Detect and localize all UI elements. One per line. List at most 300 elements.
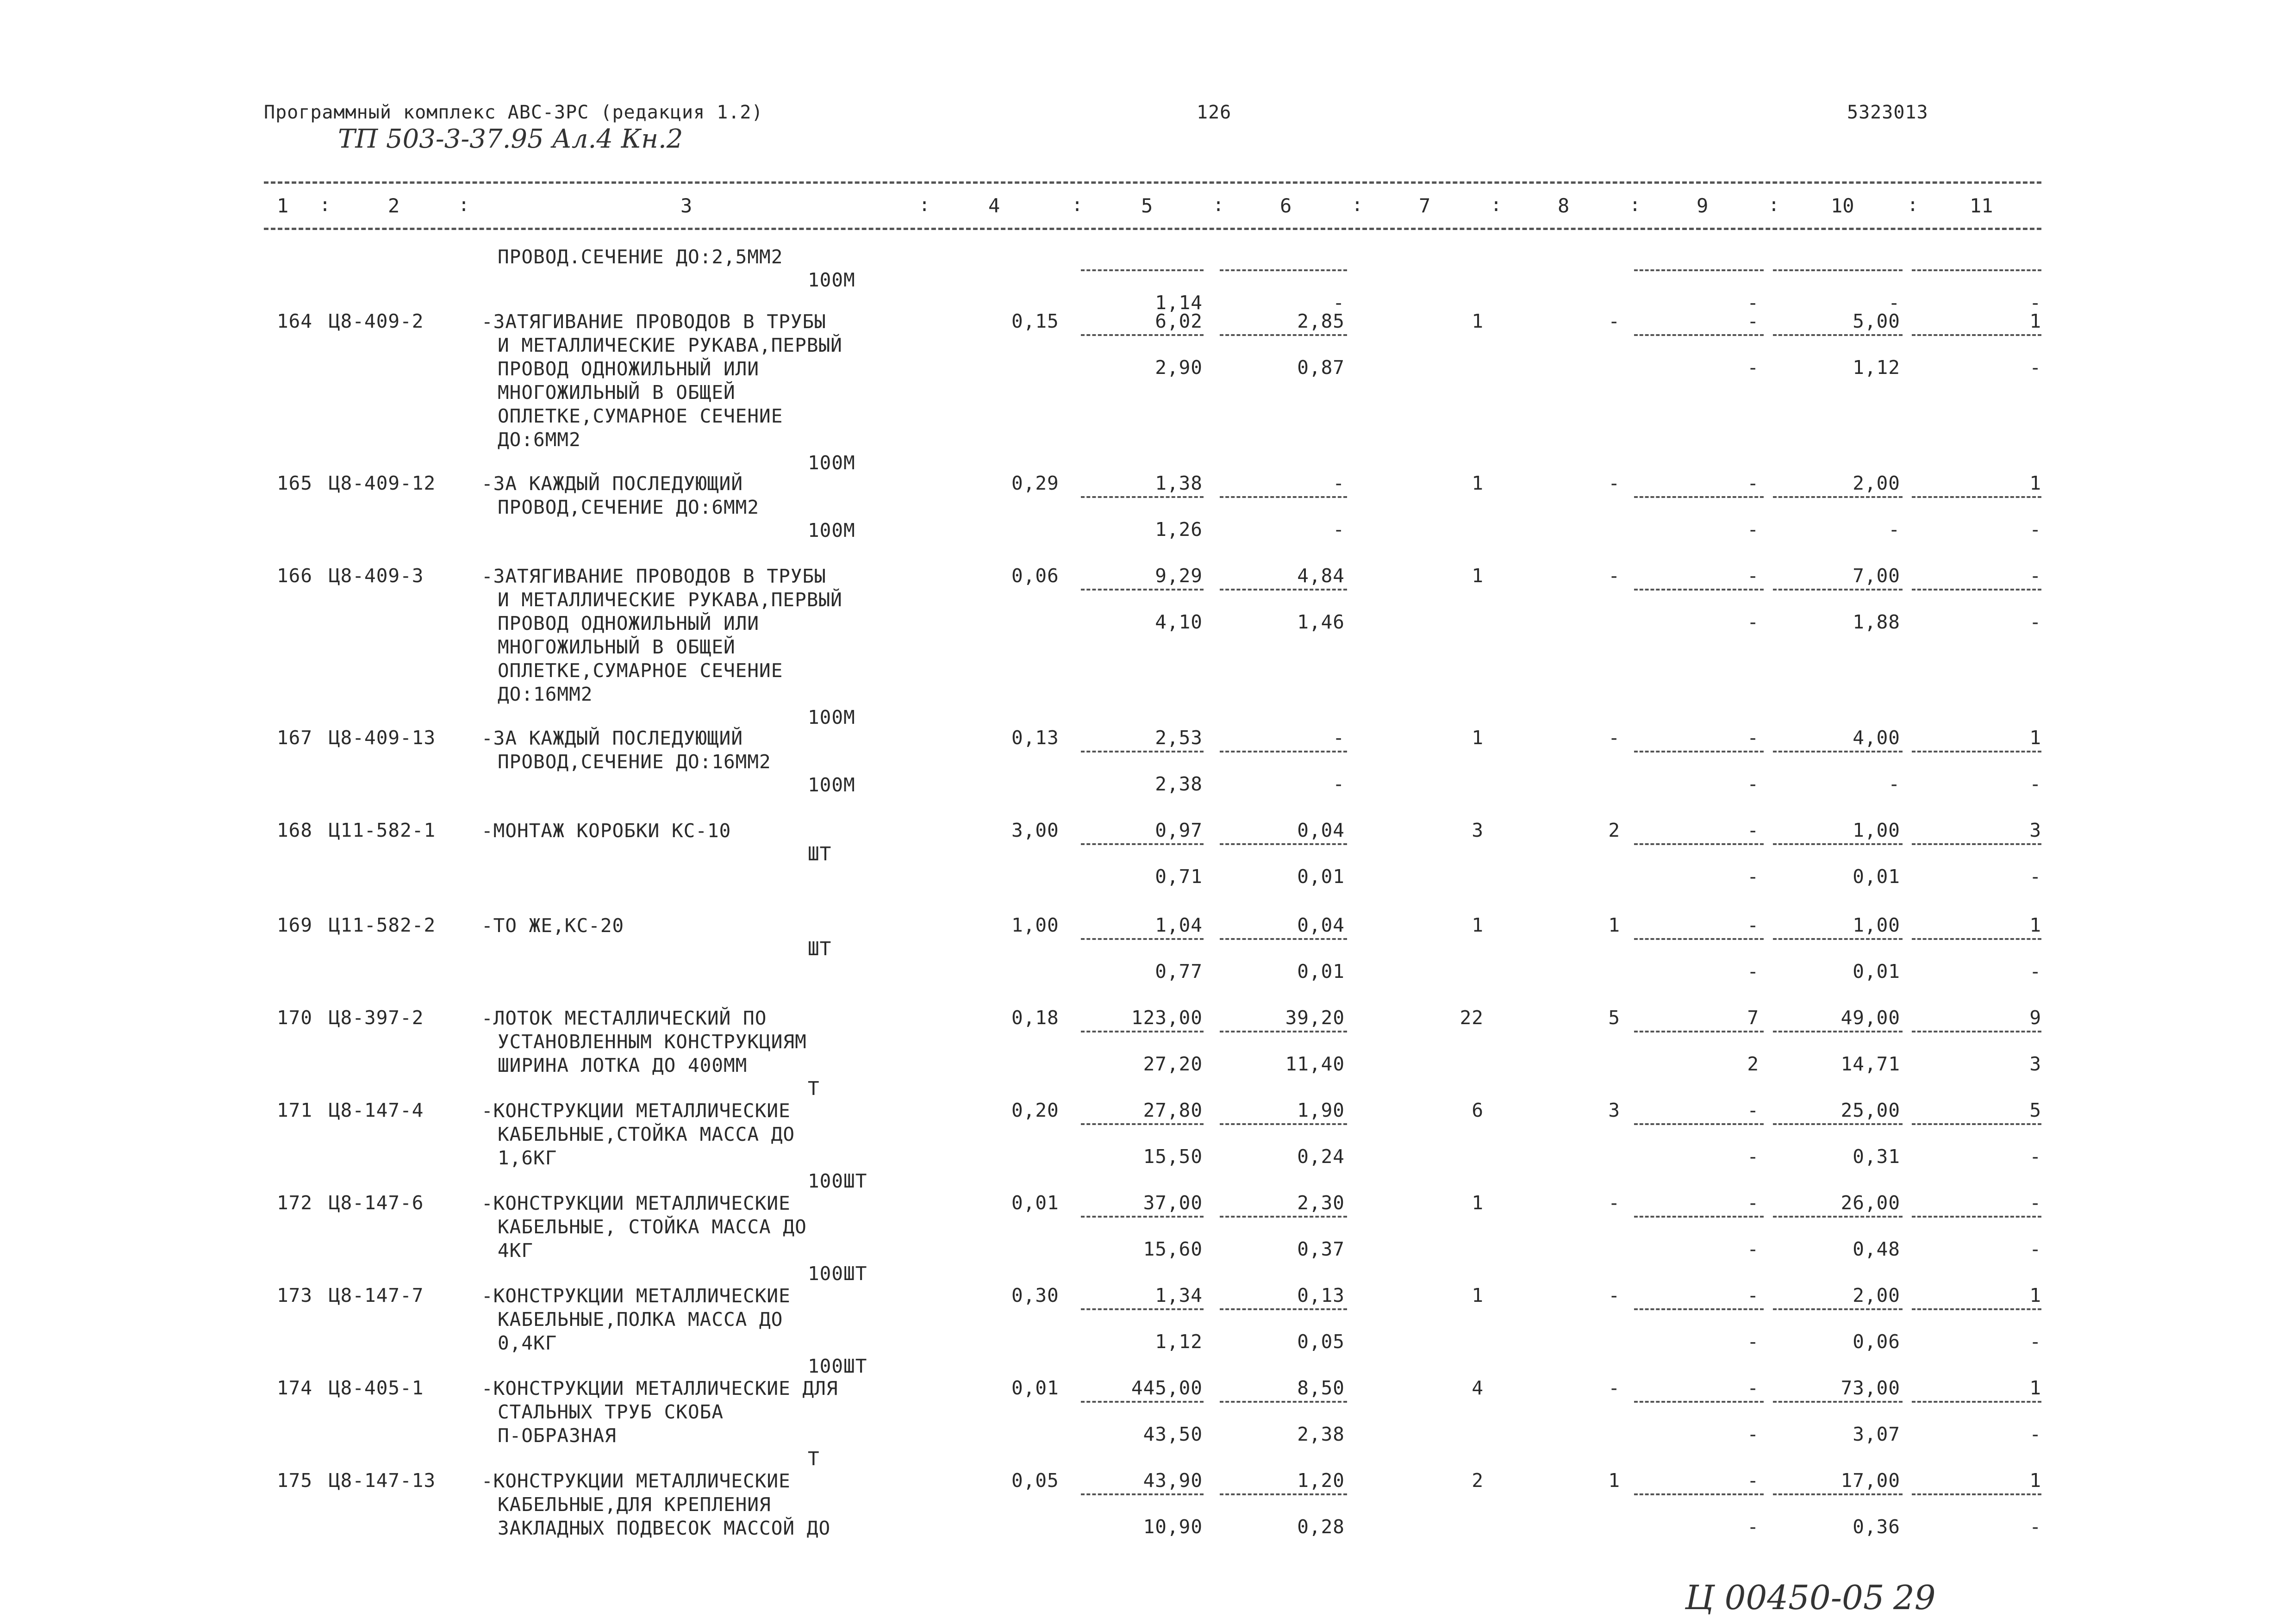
value-bottom: 0,01 <box>1853 960 1900 983</box>
value-bottom: 0,24 <box>1297 1145 1345 1168</box>
header-rule-top <box>264 181 2041 184</box>
description-line: МНОГОЖИЛЬНЫЙ В ОБЩЕЙ <box>498 636 736 658</box>
value-top: 3 <box>1472 819 1484 841</box>
work-description <box>481 1192 807 1262</box>
value-top: 1,00 <box>1853 914 1900 936</box>
value-bottom: - <box>1747 865 1759 888</box>
value-top: - <box>1747 819 1759 841</box>
unit-of-measure: ШТ <box>808 938 832 960</box>
column-header-10: 10 <box>1831 194 1854 217</box>
description-line: ШИРИНА ЛОТКА ДО 400ММ <box>498 1054 748 1076</box>
description-line: 0,4КГ <box>498 1332 557 1354</box>
value-bottom: 1,46 <box>1297 611 1345 633</box>
value-top: - <box>1747 1469 1759 1492</box>
column-separator: : <box>1352 194 1363 216</box>
fraction-line <box>1773 1216 1903 1218</box>
value-bottom: - <box>1747 773 1759 795</box>
description-line: ОПЛЕТКЕ,СУМАРНОЕ СЕЧЕНИЕ <box>498 659 783 682</box>
fraction-line <box>1912 334 2041 336</box>
column-header-1: 1 <box>277 194 289 217</box>
value-top: - <box>1608 1192 1620 1214</box>
work-description <box>481 1284 791 1355</box>
description-line: МНОГОЖИЛЬНЫЙ В ОБЩЕЙ <box>498 381 736 404</box>
fraction-line <box>1220 334 1347 336</box>
column-separator: : <box>458 194 470 216</box>
description-line: -ТО ЖЕ,КС-20 <box>481 914 624 937</box>
value-top: 1 <box>2029 914 2041 936</box>
resource-code: Ц8-147-13 <box>329 1469 436 1492</box>
quantity: 0,18 <box>1011 1007 1059 1029</box>
fraction-line <box>1081 269 1204 271</box>
value-bottom: 2,38 <box>1297 1423 1345 1445</box>
unit-of-measure: 100М <box>808 774 855 796</box>
value-top: 3 <box>1608 1099 1620 1121</box>
fraction-line <box>1220 589 1347 591</box>
work-description <box>481 310 842 452</box>
description-line: П-ОБРАЗНАЯ <box>498 1424 617 1447</box>
description-line: КАБЕЛЬНЫЕ,ПОЛКА МАССА ДО <box>498 1308 783 1331</box>
value-bottom: - <box>1747 292 1759 314</box>
unit-of-measure: 100ШТ <box>808 1262 867 1285</box>
column-header-11: 11 <box>1970 194 1993 217</box>
fraction-line <box>1081 1031 1204 1032</box>
value-bottom: 2,38 <box>1155 773 1203 795</box>
value-bottom: 15,50 <box>1143 1145 1203 1168</box>
value-top: 1 <box>1472 1192 1484 1214</box>
fraction-line <box>1912 1401 2041 1403</box>
unit-of-measure: ШТ <box>808 843 832 865</box>
value-bottom: - <box>2029 1145 2041 1168</box>
fraction-line <box>1220 938 1347 940</box>
handwritten-sheet-number: 29 <box>1893 1578 1936 1617</box>
value-bottom: 0,01 <box>1297 960 1345 983</box>
value-top: 8,50 <box>1297 1377 1345 1399</box>
work-description <box>481 1377 838 1448</box>
value-top: 1 <box>1472 727 1484 749</box>
value-top: 9 <box>2029 1007 2041 1029</box>
fraction-line <box>1912 1123 2041 1125</box>
fraction-line <box>1634 1031 1764 1032</box>
fraction-line <box>1081 1216 1204 1218</box>
resource-code: Ц8-409-13 <box>329 727 436 749</box>
value-top: - <box>1608 1284 1620 1306</box>
work-description <box>481 914 624 938</box>
value-top: 1,00 <box>1853 819 1900 841</box>
fraction-line <box>1634 589 1764 591</box>
resource-code: Ц8-147-6 <box>329 1192 424 1214</box>
value-bottom: 0,01 <box>1297 865 1345 888</box>
unit-of-measure: 100М <box>808 706 855 728</box>
row-number: 170 <box>277 1007 313 1029</box>
value-top: 0,97 <box>1155 819 1203 841</box>
resource-code: Ц11-582-2 <box>329 914 436 936</box>
unit-of-measure: 100ШТ <box>808 1170 867 1192</box>
value-bottom: - <box>2029 356 2041 379</box>
column-separator: : <box>1491 194 1502 216</box>
page-number: 126 <box>1197 102 1232 123</box>
description-line: ДО:6ММ2 <box>498 429 581 451</box>
value-top: - <box>1747 1099 1759 1121</box>
work-description <box>481 565 842 706</box>
value-bottom: - <box>1747 1423 1759 1445</box>
value-top: 9,29 <box>1155 565 1203 587</box>
value-bottom: - <box>2029 1238 2041 1260</box>
description-line: УСТАНОВЛЕННЫМ КОНСТРУКЦИЯМ <box>498 1031 807 1053</box>
fraction-line <box>1634 496 1764 498</box>
quantity: 3,00 <box>1011 819 1059 841</box>
value-bottom: - <box>1747 1331 1759 1353</box>
fraction-line <box>1081 496 1204 498</box>
value-top: 1,34 <box>1155 1284 1203 1306</box>
description-line: СТАЛЬНЫХ ТРУБ СКОБА <box>498 1401 724 1423</box>
row-number: 165 <box>277 472 313 494</box>
value-top: 43,90 <box>1143 1469 1203 1492</box>
value-top: - <box>1608 1377 1620 1399</box>
value-top: 4 <box>1472 1377 1484 1399</box>
description-line: ПРОВОД ОДНОЖИЛЬНЫЙ ИЛИ <box>498 358 760 380</box>
fraction-line <box>1773 1308 1903 1310</box>
value-bottom: - <box>1747 356 1759 379</box>
description-line: ПРОВОД.СЕЧЕНИЕ ДО:2,5ММ2 <box>498 246 783 268</box>
fraction-line <box>1634 334 1764 336</box>
value-bottom: - <box>1333 518 1345 541</box>
value-top: 1 <box>2029 472 2041 494</box>
value-top: - <box>1747 565 1759 587</box>
fraction-line <box>1773 269 1903 271</box>
work-description <box>481 1469 830 1540</box>
fraction-line <box>1912 1308 2041 1310</box>
value-bottom: 0,36 <box>1853 1516 1900 1538</box>
description-line: ОПЛЕТКЕ,СУМАРНОЕ СЕЧЕНИЕ <box>498 405 783 427</box>
fraction-line <box>1912 1216 2041 1218</box>
work-description <box>481 819 731 843</box>
value-top: 22 <box>1460 1007 1484 1029</box>
value-bottom: 11,40 <box>1285 1053 1345 1075</box>
value-bottom: 27,20 <box>1143 1053 1203 1075</box>
fraction-line <box>1634 1493 1764 1495</box>
fraction-line <box>1220 843 1347 845</box>
value-top: - <box>2029 1192 2041 1214</box>
value-top: 4,84 <box>1297 565 1345 587</box>
value-top: 27,80 <box>1143 1099 1203 1121</box>
description-line: 4КГ <box>498 1239 534 1262</box>
resource-code: Ц8-409-12 <box>329 472 436 494</box>
value-bottom: 0,28 <box>1297 1516 1345 1538</box>
fraction-line <box>1081 1493 1204 1495</box>
value-bottom: - <box>2029 611 2041 633</box>
column-header-6: 6 <box>1280 194 1292 217</box>
value-top: 1 <box>2029 1469 2041 1492</box>
fraction-line <box>1773 496 1903 498</box>
fraction-line <box>1634 1216 1764 1218</box>
value-bottom: - <box>2029 1423 2041 1445</box>
description-line: КАБЕЛЬНЫЕ,СТОЙКА МАССА ДО <box>498 1123 795 1145</box>
column-header-7: 7 <box>1419 194 1431 217</box>
value-bottom: - <box>2029 960 2041 983</box>
value-bottom: 15,60 <box>1143 1238 1203 1260</box>
value-top: - <box>1608 310 1620 332</box>
handwritten-code: Ц 00450-05 <box>1685 1578 1884 1617</box>
value-top: 39,20 <box>1285 1007 1345 1029</box>
resource-code: Ц8-409-3 <box>329 565 424 587</box>
column-separator: : <box>1768 194 1780 216</box>
value-bottom: - <box>1747 518 1759 541</box>
value-bottom: - <box>2029 518 2041 541</box>
description-line: ДО:16ММ2 <box>498 683 593 705</box>
handwritten-project-ref: ТП 503-3-37.95 Ал.4 Кн.2 <box>338 124 683 154</box>
value-top: 4,00 <box>1853 727 1900 749</box>
resource-code: Ц11-582-1 <box>329 819 436 841</box>
fraction-line <box>1634 1308 1764 1310</box>
value-top: 2,53 <box>1155 727 1203 749</box>
value-bottom: - <box>2029 1331 2041 1353</box>
row-number: 166 <box>277 565 313 587</box>
row-number: 168 <box>277 819 313 841</box>
value-top: 73,00 <box>1841 1377 1900 1399</box>
value-bottom: 1,12 <box>1155 1331 1203 1353</box>
value-top: 25,00 <box>1841 1099 1900 1121</box>
value-top: 2 <box>1472 1469 1484 1492</box>
value-bottom: - <box>1747 1145 1759 1168</box>
fraction-line <box>1912 496 2041 498</box>
value-bottom: - <box>2029 1516 2041 1538</box>
quantity: 0,06 <box>1011 565 1059 587</box>
fraction-line <box>1081 751 1204 752</box>
row-number: 173 <box>277 1284 313 1306</box>
value-top: 0,13 <box>1297 1284 1345 1306</box>
fraction-line <box>1773 1031 1903 1032</box>
quantity: 0,13 <box>1011 727 1059 749</box>
value-top: 1 <box>2029 310 2041 332</box>
quantity: 0,30 <box>1011 1284 1059 1306</box>
description-line: ЗАКЛАДНЫХ ПОДВЕСОК МАССОЙ ДО <box>498 1517 831 1539</box>
value-top: - <box>1747 914 1759 936</box>
column-header-8: 8 <box>1558 194 1570 217</box>
value-top: 0,04 <box>1297 914 1345 936</box>
value-bottom: 0,71 <box>1155 865 1203 888</box>
value-top: 1 <box>1472 1284 1484 1306</box>
value-bottom: - <box>1888 292 1900 314</box>
value-bottom: 2 <box>1747 1053 1759 1075</box>
value-bottom: - <box>1747 611 1759 633</box>
value-bottom: 3 <box>2029 1053 2041 1075</box>
value-top: - <box>1747 472 1759 494</box>
unit-of-measure: 100ШТ <box>808 1355 867 1377</box>
value-bottom: - <box>1333 292 1345 314</box>
fraction-line <box>1773 589 1903 591</box>
description-line: -ЗАТЯГИВАНИЕ ПРОВОДОВ В ТРУБЫ <box>481 565 826 587</box>
value-bottom: 0,77 <box>1155 960 1203 983</box>
value-top: 1 <box>1472 310 1484 332</box>
value-top: 17,00 <box>1841 1469 1900 1492</box>
fraction-line <box>1634 751 1764 752</box>
value-bottom: 0,01 <box>1853 865 1900 888</box>
description-line: -ЛОТОК МЕСТАЛЛИЧЕСКИЙ ПО <box>481 1007 767 1029</box>
fraction-line <box>1773 1493 1903 1495</box>
value-bottom: 1,12 <box>1853 356 1900 379</box>
unit-of-measure: Т <box>808 1077 820 1100</box>
value-top: 1,20 <box>1297 1469 1345 1492</box>
row-number: 171 <box>277 1099 313 1121</box>
fraction-line <box>1081 334 1204 336</box>
quantity: 0,05 <box>1011 1469 1059 1492</box>
resource-code: Ц8-147-4 <box>329 1099 424 1121</box>
column-separator: : <box>1907 194 1919 216</box>
value-bottom: 0,37 <box>1297 1238 1345 1260</box>
fraction-line <box>1220 1493 1347 1495</box>
value-top: 1 <box>2029 1284 2041 1306</box>
fraction-line <box>1220 1031 1347 1032</box>
value-top: - <box>1608 727 1620 749</box>
fraction-line <box>1220 1401 1347 1403</box>
fraction-line <box>1634 1401 1764 1403</box>
fraction-line <box>1220 269 1347 271</box>
value-bottom: - <box>1333 773 1345 795</box>
value-bottom: 3,07 <box>1853 1423 1900 1445</box>
value-bottom: 43,50 <box>1143 1423 1203 1445</box>
value-top: 2,85 <box>1297 310 1345 332</box>
fraction-line <box>1220 1216 1347 1218</box>
fraction-line <box>1773 1401 1903 1403</box>
description-line: -КОНСТРУКЦИИ МЕТАЛЛИЧЕСКИЕ <box>481 1285 791 1307</box>
value-bottom: 2,90 <box>1155 356 1203 379</box>
work-description <box>481 1007 807 1077</box>
fraction-line <box>1081 843 1204 845</box>
description-line: -КОНСТРУКЦИИ МЕТАЛЛИЧЕСКИЕ <box>481 1192 791 1214</box>
description-line: -ЗА КАЖДЫЙ ПОСЛЕДУЮЩИЙ <box>481 473 743 495</box>
value-bottom: - <box>2029 773 2041 795</box>
column-separator: : <box>1213 194 1224 216</box>
description-line: КАБЕЛЬНЫЕ, СТОЙКА МАССА ДО <box>498 1216 807 1238</box>
value-top: 1 <box>1472 472 1484 494</box>
value-bottom: 0,87 <box>1297 356 1345 379</box>
fraction-line <box>1773 334 1903 336</box>
description-line: ПРОВОД ОДНОЖИЛЬНЫЙ ИЛИ <box>498 612 760 634</box>
fraction-line <box>1220 751 1347 752</box>
work-description <box>481 727 771 774</box>
fraction-line <box>1220 1308 1347 1310</box>
value-top: 5 <box>1608 1007 1620 1029</box>
value-bottom: - <box>2029 865 2041 888</box>
value-top: - <box>1747 727 1759 749</box>
value-top: - <box>1747 1377 1759 1399</box>
column-separator: : <box>1072 194 1083 216</box>
value-top: - <box>1608 472 1620 494</box>
description-line: КАБЕЛЬНЫЕ,ДЛЯ КРЕПЛЕНИЯ <box>498 1493 771 1516</box>
value-bottom: - <box>1747 960 1759 983</box>
value-top: 1 <box>1608 1469 1620 1492</box>
value-top: 6,02 <box>1155 310 1203 332</box>
fraction-line <box>1773 843 1903 845</box>
value-top: 37,00 <box>1143 1192 1203 1214</box>
resource-code: Ц8-147-7 <box>329 1284 424 1306</box>
quantity: 0,15 <box>1011 310 1059 332</box>
value-top: 49,00 <box>1841 1007 1900 1029</box>
value-top: 7 <box>1747 1007 1759 1029</box>
value-bottom: 10,90 <box>1143 1516 1203 1538</box>
fraction-line <box>1912 938 2041 940</box>
value-bottom: - <box>1747 1516 1759 1538</box>
value-top: 123,00 <box>1131 1007 1203 1029</box>
value-top: 1,38 <box>1155 472 1203 494</box>
description-line: И МЕТАЛЛИЧЕСКИЕ РУКАВА,ПЕРВЫЙ <box>498 589 842 611</box>
work-description <box>481 472 759 519</box>
value-bottom: 0,05 <box>1297 1331 1345 1353</box>
row-number: 164 <box>277 310 313 332</box>
quantity: 0,20 <box>1011 1099 1059 1121</box>
value-top: 2,00 <box>1853 1284 1900 1306</box>
fraction-line <box>1634 269 1764 271</box>
value-top: - <box>1608 565 1620 587</box>
row-number: 167 <box>277 727 313 749</box>
column-separator: : <box>319 194 331 216</box>
unit-of-measure: 100М <box>808 452 855 474</box>
value-top: - <box>1333 472 1345 494</box>
fraction-line <box>1220 496 1347 498</box>
row-number: 172 <box>277 1192 313 1214</box>
fraction-line <box>1634 1123 1764 1125</box>
work-description <box>498 245 783 269</box>
value-top: - <box>1333 727 1345 749</box>
quantity: 0,01 <box>1011 1192 1059 1214</box>
row-number: 169 <box>277 914 313 936</box>
value-bottom: - <box>1888 518 1900 541</box>
fraction-line <box>1912 269 2041 271</box>
value-top: 5,00 <box>1853 310 1900 332</box>
column-header-4: 4 <box>988 194 1000 217</box>
description-line: -КОНСТРУКЦИИ МЕТАЛЛИЧЕСКИЕ ДЛЯ <box>481 1377 838 1399</box>
value-bottom: - <box>1747 1238 1759 1260</box>
value-bottom: 0,48 <box>1853 1238 1900 1260</box>
description-line: 1,6КГ <box>498 1147 557 1169</box>
fraction-line <box>1912 1031 2041 1032</box>
fraction-line <box>1081 1308 1204 1310</box>
value-bottom: 0,31 <box>1853 1145 1900 1168</box>
value-top: 1 <box>1608 914 1620 936</box>
column-header-2: 2 <box>388 194 400 217</box>
column-header-9: 9 <box>1697 194 1709 217</box>
value-bottom: - <box>1888 773 1900 795</box>
fraction-line <box>1634 843 1764 845</box>
fraction-line <box>1773 938 1903 940</box>
header-rule-bottom <box>264 228 2041 230</box>
description-line: И МЕТАЛЛИЧЕСКИЕ РУКАВА,ПЕРВЫЙ <box>498 334 842 356</box>
value-top: - <box>1747 1192 1759 1214</box>
value-bottom: 1,26 <box>1155 518 1203 541</box>
unit-of-measure: 100М <box>808 269 855 291</box>
value-top: - <box>2029 565 2041 587</box>
fraction-line <box>1912 751 2041 752</box>
value-bottom: 1,88 <box>1853 611 1900 633</box>
fraction-line <box>1081 1123 1204 1125</box>
value-top: 1 <box>1472 914 1484 936</box>
value-top: 1,04 <box>1155 914 1203 936</box>
description-line: -КОНСТРУКЦИИ МЕТАЛЛИЧЕСКИЕ <box>481 1100 791 1122</box>
fraction-line <box>1912 589 2041 591</box>
unit-of-measure: Т <box>808 1448 820 1470</box>
row-number: 175 <box>277 1469 313 1492</box>
unit-of-measure: 100М <box>808 519 855 541</box>
value-top: - <box>1747 1284 1759 1306</box>
value-top: 1 <box>2029 727 2041 749</box>
value-bottom: 14,71 <box>1841 1053 1900 1075</box>
value-bottom: 1,14 <box>1155 292 1203 314</box>
value-top: 2 <box>1608 819 1620 841</box>
value-bottom: 4,10 <box>1155 611 1203 633</box>
description-line: -ЗА КАЖДЫЙ ПОСЛЕДУЮЩИЙ <box>481 727 743 749</box>
value-bottom: - <box>2029 292 2041 314</box>
fraction-line <box>1773 1123 1903 1125</box>
